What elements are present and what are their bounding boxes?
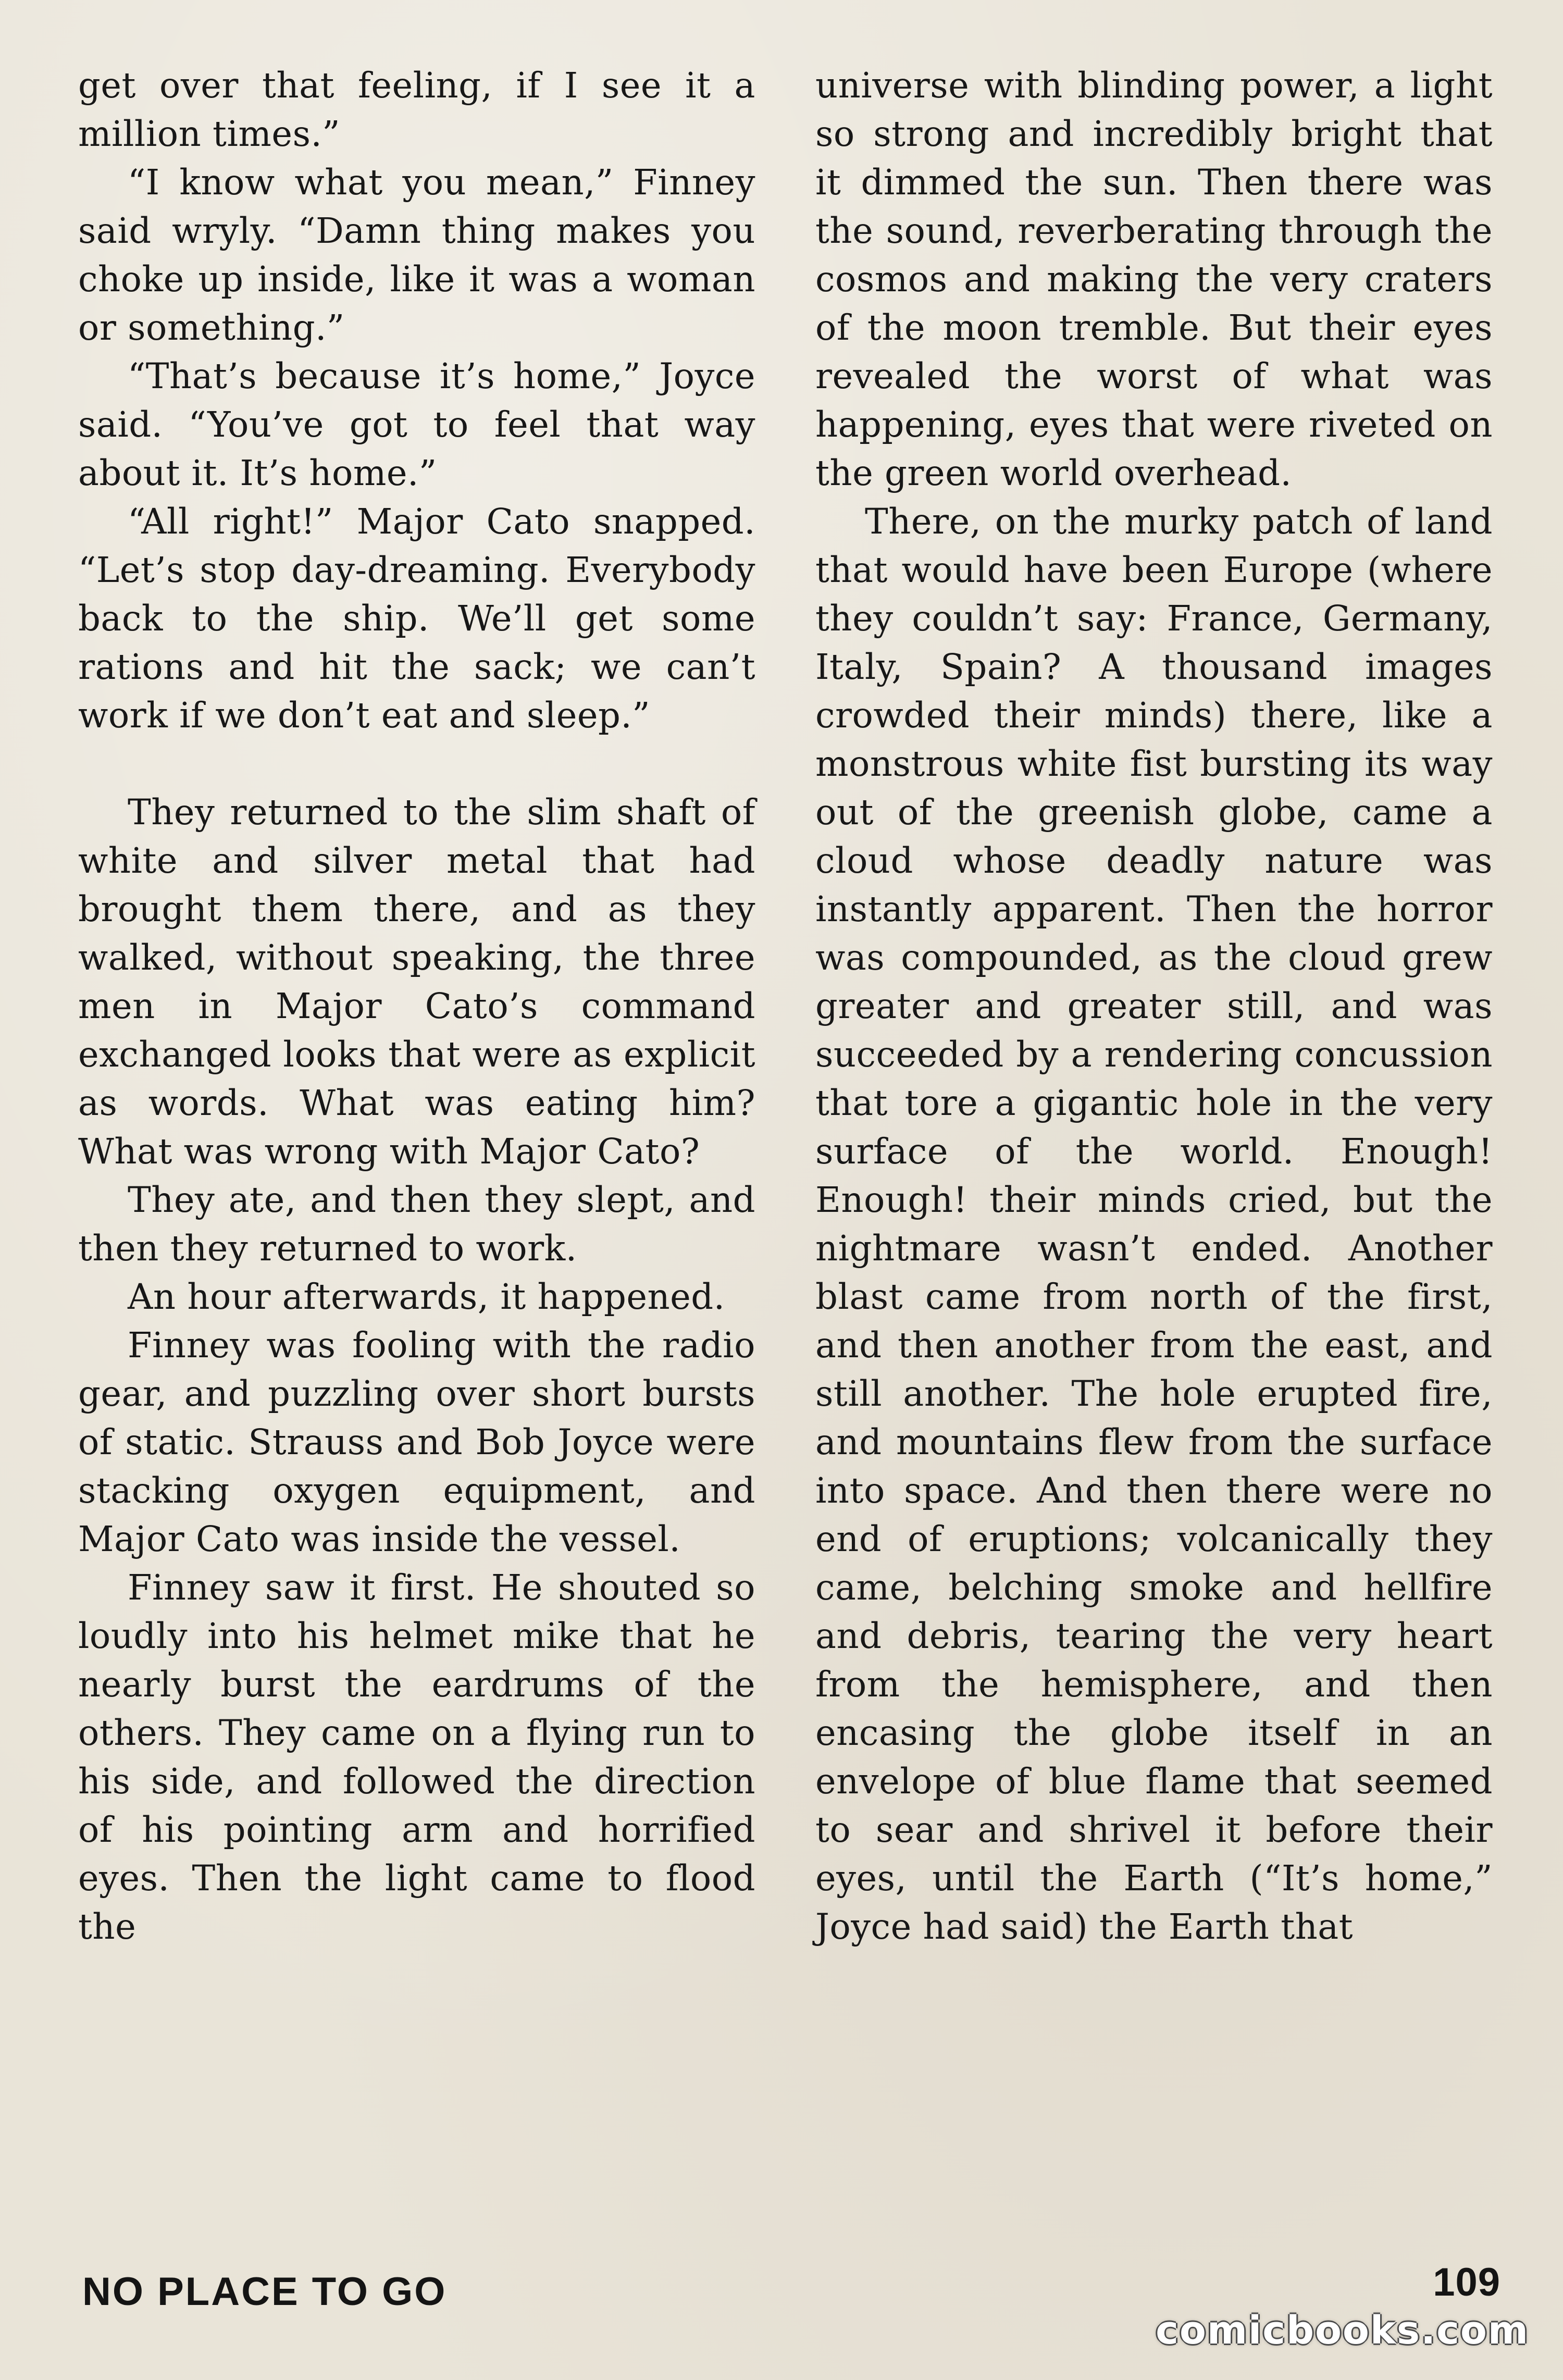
paragraph: Finney was fooling with the radio gear, and puzzling over short bursts of static. Strauss and Bob Joyce were stacking oxygen equipment, and Major Cato was inside the vessel. [78, 1325, 755, 1559]
paragraph: An hour afterwards, it happened. [128, 1276, 725, 1317]
page-number: 109 [1433, 2260, 1500, 2304]
paragraph: They returned to the slim shaft of white and silver metal that had brought them there, and as they walked, without speaking, the three men in Major Cato’s command exchanged looks that were as explicit as words. What was eating him? What was wrong with Major Cato? [78, 792, 755, 1172]
paragraph: get over that feeling, if I see it a million times.” [78, 65, 755, 154]
paragraph: “That’s because it’s home,” Joyce said. “You’ve got to feel that way about it. It’s home.” [78, 356, 755, 493]
paragraph: universe with blinding power, a light so strong and incredibly bright that it dimmed the sun. Then there was the sound, reverberating through the cosmos and making the very craters of the moon tremble. But their eyes revealed the worst of what was happening, eyes that were riveted on the green world overhead. [815, 65, 1493, 493]
paragraph: There, on the murky patch of land that would have been Europe (where they couldn’t say: France, Germany, Italy, Spain? A thousand images crowded their minds) there, like a monstrous white fist bursting its way out of the greenish globe, came a cloud whose deadly nature was instantly apparent. Then the horror was compounded, as the cloud grew greater and greater still, and was succeeded by a rendering concussion that tore a gigantic hole in the very surface of the world. Enough! Enough! their minds cried, but the nightmare wasn’t ended. Another blast came from north of the first, and then another from the east, and still another. The hole erupted fire, and mountains flew from the surface into space. And then there were no end of eruptions; volcanically they came, belching smoke and hellfire and debris, tearing the very heart from the hemisphere, and then encasing the globe itself in an envelope of blue flame that seemed to sear and shrivel it before their eyes, until the Earth (“It’s home,” Joyce had said) the Earth that [815, 501, 1493, 1947]
left-text-column [78, 61, 755, 1951]
running-title: NO PLACE TO GO [82, 2270, 447, 2314]
site-watermark: comicbooks.com [1156, 2308, 1529, 2353]
paragraph: They ate, and then they slept, and then they returned to work. [78, 1180, 755, 1269]
right-text-column [815, 61, 1493, 1951]
paragraph: “All right!” Major Cato snapped. “Let’s stop day-dreaming. Everybody back to the ship. We’ll get some rations and hit the sack; we can’t work if we don’t eat and sleep.” [78, 501, 755, 736]
paragraph: Finney saw it first. He shouted so loudly into his helmet mike that he nearly burst the eardrums of the others. They came on a flying run to his side, and followed the direction of his pointing arm and horrified eyes. Then the light came to flood the [78, 1567, 755, 1947]
paragraph: “I know what you mean,” Finney said wryly. “Damn thing makes you choke up inside, like it was a woman or something.” [78, 162, 755, 348]
